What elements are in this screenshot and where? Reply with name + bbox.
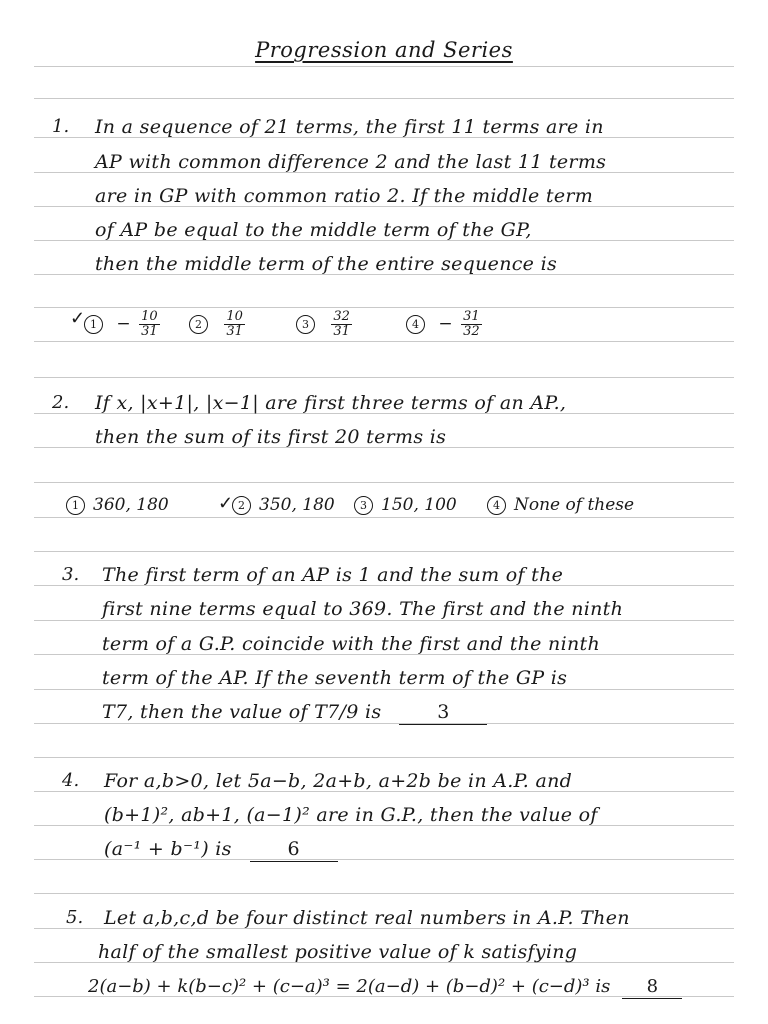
option-sign: −: [438, 314, 453, 334]
question-text: T7, then the value of T7/9 is: [102, 701, 382, 723]
question-number: 5.: [66, 907, 84, 928]
equation-text: 2(a−b) + k(b−c)² + (c−a)³ = 2(a−d) + (b−d)² + (c−d)³ is: [88, 976, 611, 997]
option-3[interactable]: [296, 310, 352, 339]
answer-blank: 8: [622, 976, 682, 999]
option-fraction: [461, 310, 482, 339]
option-text: 350, 180: [259, 495, 335, 515]
question-line: half of the smallest positive value of k satisfying: [98, 941, 578, 963]
question-line: If x, |x+1|, |x−1| are first three terms of an AP.,: [95, 392, 567, 414]
tick-mark: ✓: [218, 493, 234, 514]
option-1[interactable]: [66, 495, 169, 515]
rule-line: [34, 620, 734, 621]
tick-mark: ✓: [70, 308, 86, 329]
numerator: 10: [141, 309, 158, 324]
answer-blank: 3: [399, 701, 487, 725]
question-number: 2.: [52, 392, 70, 413]
rule-line: [34, 757, 734, 758]
page-title: [0, 38, 768, 62]
rule-line: [34, 689, 734, 690]
equation-line: [88, 976, 748, 999]
option-marker: 2: [232, 496, 251, 515]
rule-line: [34, 98, 734, 99]
page-title-text: Progression and Series: [255, 38, 513, 62]
denominator: 32: [463, 324, 480, 339]
rule-line: [34, 551, 734, 552]
rule-line: [34, 377, 734, 378]
answer-blank: 6: [250, 838, 338, 862]
option-marker: 3: [354, 496, 373, 515]
numerator: 32: [333, 309, 350, 324]
option-fraction: [224, 310, 245, 339]
denominator: 31: [333, 324, 350, 339]
question-line: term of a G.P. coincide with the first and the ninth: [102, 633, 600, 655]
question-line: For a,b>0, let 5a−b, 2a+b, a+2b be in A.P. and: [104, 770, 573, 792]
question-line: AP with common difference 2 and the last 11 terms: [95, 151, 607, 173]
options-row: [62, 310, 732, 344]
option-text: None of these: [514, 495, 635, 515]
option-4[interactable]: [406, 310, 482, 339]
option-marker: 1: [84, 315, 103, 334]
option-text: 360, 180: [93, 495, 169, 515]
question-line: Let a,b,c,d be four distinct real numbers in A.P. Then: [104, 907, 630, 929]
question-line: then the middle term of the entire sequence is: [95, 253, 557, 275]
question-line: [104, 838, 732, 862]
denominator: 31: [226, 324, 243, 339]
option-marker: 3: [296, 315, 315, 334]
question-line: The first term of an AP is 1 and the sum of the: [102, 564, 564, 586]
question-number: 1.: [52, 116, 70, 137]
option-fraction: [139, 310, 160, 339]
question-number: 4.: [62, 770, 80, 791]
question-line: first nine terms equal to 369. The first and the ninth: [102, 598, 624, 620]
question-line: [102, 701, 732, 725]
denominator: 31: [141, 324, 158, 339]
option-text: 150, 100: [381, 495, 457, 515]
rule-line: [34, 482, 734, 483]
question-text: (a⁻¹ + b⁻¹) is: [104, 838, 232, 860]
option-marker: 4: [406, 315, 425, 334]
option-marker: 1: [66, 496, 85, 515]
numerator: 10: [226, 309, 243, 324]
question-line: In a sequence of 21 terms, the first 11 terms are in: [95, 116, 604, 138]
option-sign: −: [116, 314, 131, 334]
option-marker: 2: [189, 315, 208, 334]
rule-line: [34, 307, 734, 308]
option-3[interactable]: [354, 495, 457, 515]
numerator: 31: [463, 309, 480, 324]
rule-line: [34, 66, 734, 67]
question-line: (b+1)², ab+1, (a−1)² are in G.P., then the value of: [104, 804, 598, 826]
option-2[interactable]: [189, 310, 245, 339]
option-4[interactable]: [487, 495, 634, 515]
question-line: of AP be equal to the middle term of the GP,: [95, 219, 532, 241]
question-line: then the sum of its first 20 terms is: [95, 426, 447, 448]
question-number: 3.: [62, 564, 80, 585]
question-line: term of the AP. If the seventh term of the GP is: [102, 667, 568, 689]
question-line: are in GP with common ratio 2. If the middle term: [95, 185, 594, 207]
options-row: [62, 495, 732, 521]
rule-line: [34, 893, 734, 894]
option-marker: 4: [487, 496, 506, 515]
option-fraction: [331, 310, 352, 339]
